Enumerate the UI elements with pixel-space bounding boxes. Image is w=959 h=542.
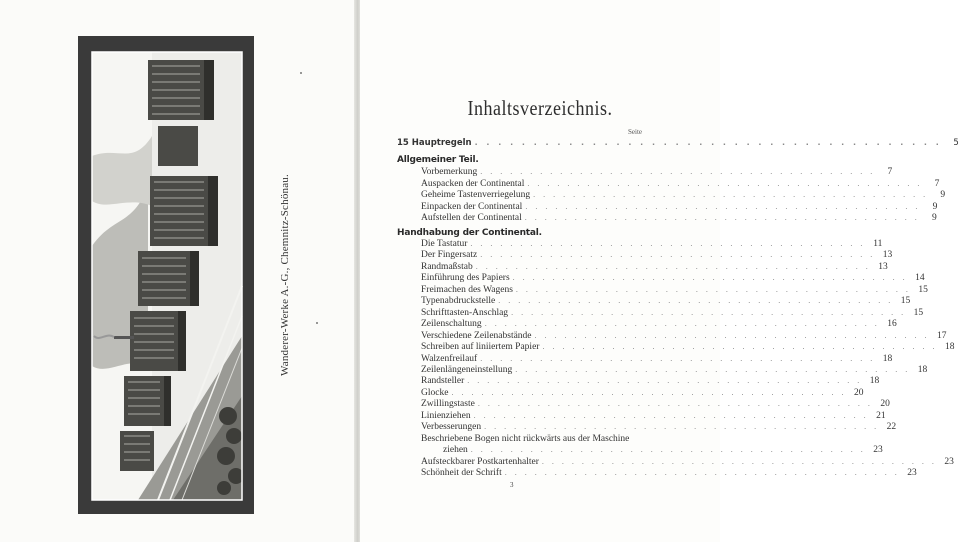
toc-entry-page: 9 xyxy=(932,213,937,224)
toc-entry[interactable] xyxy=(421,364,928,375)
toc-entry[interactable] xyxy=(421,167,893,177)
toc-entry[interactable] xyxy=(421,213,937,224)
toc-entry[interactable] xyxy=(443,445,883,456)
toc-entry-label: Geheime Tastenverriegelung xyxy=(421,190,531,201)
toc-entry-label: Auspacken der Continental xyxy=(421,178,525,189)
toc-entry-page: 23 xyxy=(873,445,883,456)
section-heading: Allgemeiner Teil. xyxy=(397,155,479,165)
toc-entry[interactable] xyxy=(421,468,917,478)
leader-dots: . . . . . . . . . . . . . . . . . . . . . . . . . . . . . . . . . . . . . . . . xyxy=(542,342,938,352)
toc-entry[interactable] xyxy=(421,250,893,261)
toc-entry-page: 14 xyxy=(915,273,925,284)
leader-dots: . . . . . . . . . . . . . . . . . . . . . . . . . . . . . . . . . . . . . . . . xyxy=(480,250,876,260)
toc-entry-label: Einpacken der Continental xyxy=(421,201,523,212)
toc-entry[interactable] xyxy=(421,296,911,307)
leader-dots: . . . . . . . . . . . . . . . . . . . . . . . . . . . . . . . . . . . . . . . . xyxy=(541,456,937,466)
toc-entry-page: 21 xyxy=(876,410,886,421)
toc-entry-label: Die Tastatur xyxy=(421,239,468,249)
factory-engraving-image xyxy=(78,36,254,514)
toc-entry[interactable] xyxy=(421,410,886,421)
toc-entry-label: Randmaßstab xyxy=(421,261,473,272)
toc-entry-page: 17 xyxy=(937,330,947,341)
left-page xyxy=(0,0,356,542)
leader-dots: . . . . . . . . . . . . . . . . . . . . . . . . . . . . . . . . . . . . . . . . xyxy=(480,353,876,363)
toc-entry-page: 18 xyxy=(917,364,928,375)
toc-title: Inhaltsverzeichnis. xyxy=(467,96,613,120)
toc-entry-page: 7 xyxy=(934,178,940,189)
toc-entry-label: Schreiben auf liniiertem Papier xyxy=(421,342,540,353)
toc-entry-page: 23 xyxy=(944,456,954,467)
toc-entry-page: 16 xyxy=(887,319,897,330)
leader-dots: . . . . . . . . . . . . . . . . . . . . . . . . . . . . . . . . . . . . . . . . xyxy=(524,213,920,223)
toc-entry-label: Schrifttasten-Anschlag xyxy=(421,307,509,318)
section-heading: Handhabung der Continental. xyxy=(397,228,542,238)
leader-dots: . . . . . . . . . . . . . . . . . . . . . . . . . . . . . . . . . . . . . . . . xyxy=(477,399,873,409)
leader-dots: . . . . . . . . . . . . . . . . . . . . . . . . . . . . . . . . . . . . . . . . xyxy=(515,284,911,294)
toc-entry-page: 5 xyxy=(953,138,959,148)
toc-entry[interactable] xyxy=(421,434,643,444)
toc-entry-label: Einführung des Papiers xyxy=(421,273,510,284)
toc-entry-page: 9 xyxy=(932,201,938,212)
leader-dots: . . . . . . . . . . . . . . . . . . . . . . . . . . . . . . . . . . . . . . . . xyxy=(470,445,866,455)
leader-dots: . . . . . . . . . . . . . . . . . . . . . . . . . . . . . . . . . . . . . . . . xyxy=(504,468,900,477)
toc-entry[interactable] xyxy=(421,273,925,284)
toc-entry[interactable] xyxy=(421,178,940,189)
leader-dots: . . . . . . . . . . . . . . . . . . . . . . . . . . . . . . . . . . . . . . . . xyxy=(533,190,929,200)
toc-entry-label: Zeilenschaltung xyxy=(421,319,482,330)
toc-entry[interactable] xyxy=(421,201,938,212)
toc-entry-page: 18 xyxy=(944,342,955,353)
leader-dots: . . . . . . . . . . . . . . . . . . . . . . . . . . . . . . . . . . . . . . . . xyxy=(484,422,880,432)
toc-entry-label: Aufstellen der Continental xyxy=(421,213,522,224)
toc-entry-page: 18 xyxy=(869,376,880,387)
leader-dots: . . . . . . . . . . . . . . . . . . . . . . . . . . . . . . . . . . . . . . . . xyxy=(451,387,847,397)
toc-entry-page: 23 xyxy=(907,468,917,478)
toc-entry-label: Schönheit der Schrift xyxy=(421,468,502,478)
leader-dots: . . . . . . . . . . . . . . . . . . . . . . . . . . . . . . . . . . . . . . . . xyxy=(534,330,930,340)
toc-entry-label: Linienziehen xyxy=(421,410,471,421)
leader-dots: . . . . . . . . . . . . . . . . . . . . . . . . . . . . . . . . . . . . . . . . xyxy=(467,376,863,386)
toc-entry[interactable] xyxy=(421,342,955,353)
toc-entry[interactable] xyxy=(421,387,864,398)
leader-dots: . . . . . . . . . . . . . . . . . . . . . . . . . . . . . . . . . . . . . . . . xyxy=(525,201,921,211)
toc-entry-page: 18 xyxy=(882,353,893,364)
page-number: 3 xyxy=(510,481,514,489)
leader-dots: . . . . . . . . . . . . . . . . . . . . . . . . . . . . . . . . . . . . . . . . xyxy=(475,261,871,271)
toc-entry-page: 15 xyxy=(900,296,911,307)
toc-entry-label: Verschiedene Zeilenabstände xyxy=(421,330,532,341)
leader-dots: . . . . . . . . . . . . . . . . . . . . . . . . . . . . . . . . . . . . . . . . xyxy=(515,364,911,374)
factory-illustration xyxy=(78,36,254,514)
toc-entry[interactable] xyxy=(421,330,947,341)
toc-entry-label: Glocke xyxy=(421,387,449,398)
toc-entry[interactable] xyxy=(421,284,928,295)
toc-entry[interactable] xyxy=(421,422,897,433)
leader-dots: . . . . . . . . . . . . . . . . . . . . . . . . . . . . . . . . . . . . . . . . xyxy=(474,138,942,147)
toc-entry-page: 20 xyxy=(880,399,890,410)
leader-dots: . . . . . . . . . . . . . . . . . . . . . . . . . . . . . . . . . . . . . . . . xyxy=(527,178,923,188)
paper-speck xyxy=(300,72,302,74)
toc-entry-label: Typenabdruckstelle xyxy=(421,296,496,307)
toc-entry-label: Freimachen des Wagens xyxy=(421,284,513,295)
toc-entry-label: Der Fingersatz xyxy=(421,250,478,261)
toc-entry-label: ziehen xyxy=(443,445,468,456)
leader-dots: . . . . . . . . . . . . . . . . . . . . . . . . . . . . . . . . . . . . . . . . xyxy=(470,239,866,248)
page-column-label: Seite xyxy=(628,128,642,136)
toc-entry[interactable] xyxy=(421,190,946,201)
toc-entry-label: Walzenfreilauf xyxy=(421,353,478,364)
leader-dots: . . . . . . . . . . . . . . . . . . . . . . . . . . . . . . . . . . . . . . . . xyxy=(473,410,869,420)
toc-entry[interactable] xyxy=(421,399,890,410)
toc-entry[interactable] xyxy=(421,239,883,249)
paper-speck xyxy=(316,322,318,324)
toc-entry-page: 9 xyxy=(940,190,946,201)
toc-entry-page: 7 xyxy=(887,167,893,177)
toc-entry-label: Randsteller xyxy=(421,376,465,387)
toc-entry-label: Vorbemerkung xyxy=(421,167,478,177)
leader-dots: . . . . . . . . . . . . . . . . . . . . . . . . . . . . . . . . . . . . . . . . xyxy=(512,273,908,283)
toc-entry[interactable] xyxy=(421,307,924,318)
toc-entry[interactable] xyxy=(421,261,888,272)
toc-entry-label: Aufsteckbarer Postkartenhalter xyxy=(421,456,539,467)
toc-entry-page: 13 xyxy=(882,250,893,261)
leader-dots: . . . . . . . . . . . . . . . . . . . . . . . . . . . . . . . . . . . . . . . . xyxy=(480,167,876,176)
toc-entry[interactable] xyxy=(421,353,893,364)
toc-entry-label: 15 Hauptregeln xyxy=(397,138,472,148)
leader-dots: . . . . . . . . . . . . . . . . . . . . . . . . . . . . . . . . . . . . . . . . xyxy=(484,319,880,329)
toc-entry-page: 15 xyxy=(913,307,924,318)
toc-entry-label: Verbesserungen xyxy=(421,422,482,433)
toc-entry[interactable] xyxy=(421,376,880,387)
toc-entry[interactable] xyxy=(421,319,897,330)
toc-entry-hauptregeln[interactable] xyxy=(397,138,959,148)
leader-dots: . . . . . . . . . . . . . . . . . . . . . . . . . . . . . . . . . . . . . . . . xyxy=(498,296,894,306)
toc-entry-page: 13 xyxy=(878,261,888,272)
leader-dots: . . . . . . . . . . . . . . . . . . . . . . . . . . . . . . . . . . . . . . . . xyxy=(511,307,907,317)
toc-entry[interactable] xyxy=(421,456,954,467)
toc-entry-label: Beschriebene Bogen nicht rückwärts aus der Maschine xyxy=(421,433,630,444)
toc-entry-page: 15 xyxy=(918,284,928,295)
toc-entry-label: Zwillingstaste xyxy=(421,399,475,410)
toc-entry-page: 22 xyxy=(886,422,897,433)
plate-caption: Wanderer-Werke A.-G., Chemnitz-Schönau. xyxy=(279,174,291,376)
toc-entry-page: 20 xyxy=(853,387,864,398)
toc-entry-page: 11 xyxy=(873,239,883,249)
toc-entry-label: Zeilenlängeneinstellung xyxy=(421,364,513,375)
